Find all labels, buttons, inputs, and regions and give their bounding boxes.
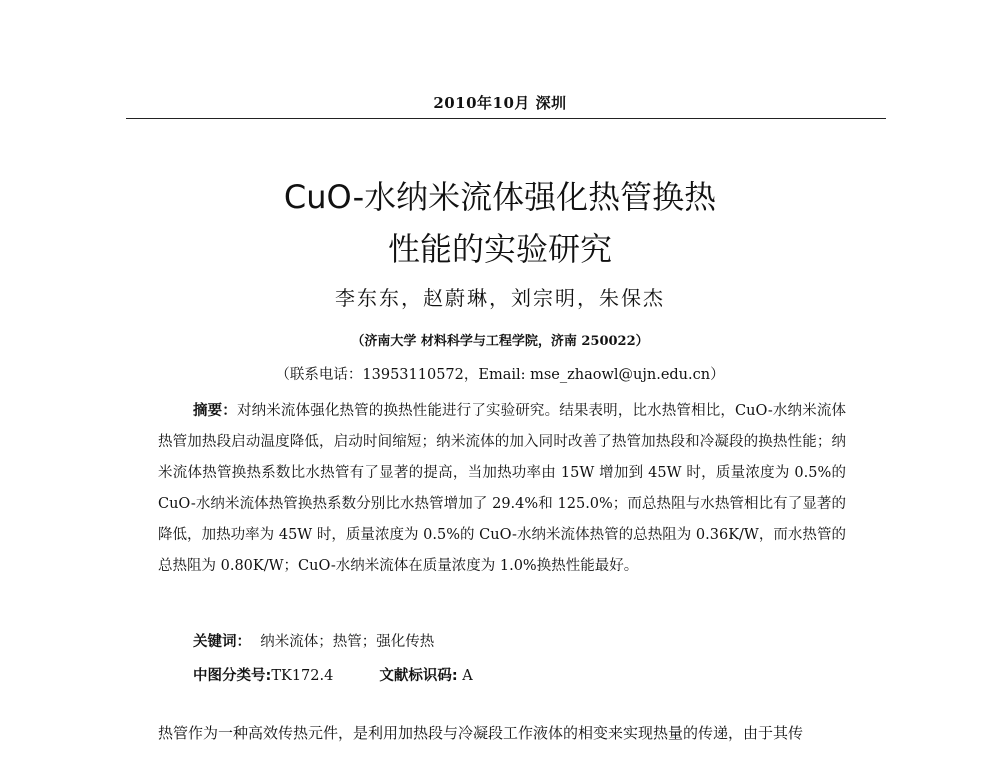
clc-label: 中图分类号: [193,668,272,684]
body-paragraph-first-line: 热管作为一种高效传热元件，是利用加热段与冷凝段工作液体的相变来实现热量的传递，由于其传 [158,724,804,742]
abstract-label: 摘要： [193,403,237,419]
abstract-text: 对纳米流体强化热管的换热性能进行了实验研究。结果表明，比水热管相比，CuO-水纳米流体热管加热段启动温度降低，启动时间缩短；纳米流体的加入同时改善了热管加热段和冷凝段的换热性能；纳米流体热管换热系数比水热管有了显著的提高，当加热功率由 15W 增加到 45W 时，质量浓度为 0.5%的 CuO-水纳米流体热管换热系数分别比水热管增加了 29.4%和 125.0%；而总热阻与水热管相比有了显著的降低，加热功率为 45W 时，质量浓度为 0.5%的 CuO-水纳米流体热管的总热阻为 0.36K/W，而水热管的总热阻为 0.80K/W；CuO-水纳米流体在质量浓度为 1.0%换热性能最好。 [158,403,847,574]
doc-code-label: 文献标识码: [379,668,458,684]
classification [193,664,473,685]
author-list: 李东东，赵蔚琳，刘宗明，朱保杰 [335,286,665,310]
keywords-text: 纳米流体；热管；强化传热 [260,634,435,650]
affiliation: （济南大学 材料科学与工程学院，济南 250022） [351,334,649,349]
abstract [158,396,846,582]
doc-code-value: A [462,668,473,684]
contact-info: （联系电话：13953110572，Email: mse_zhaowl@ujn.edu.cn） [275,367,725,383]
header-rule [126,118,886,119]
conference-date-place: 2010年10月 深圳 [433,94,567,112]
keywords [193,630,434,651]
paper-title-line-2: 性能的实验研究 [387,230,612,268]
clc-value: TK172.4 [271,668,334,684]
paper-title-line-1: CuO-水纳米流体强化热管换热 [283,178,717,216]
keywords-label: 关键词： [193,634,251,650]
